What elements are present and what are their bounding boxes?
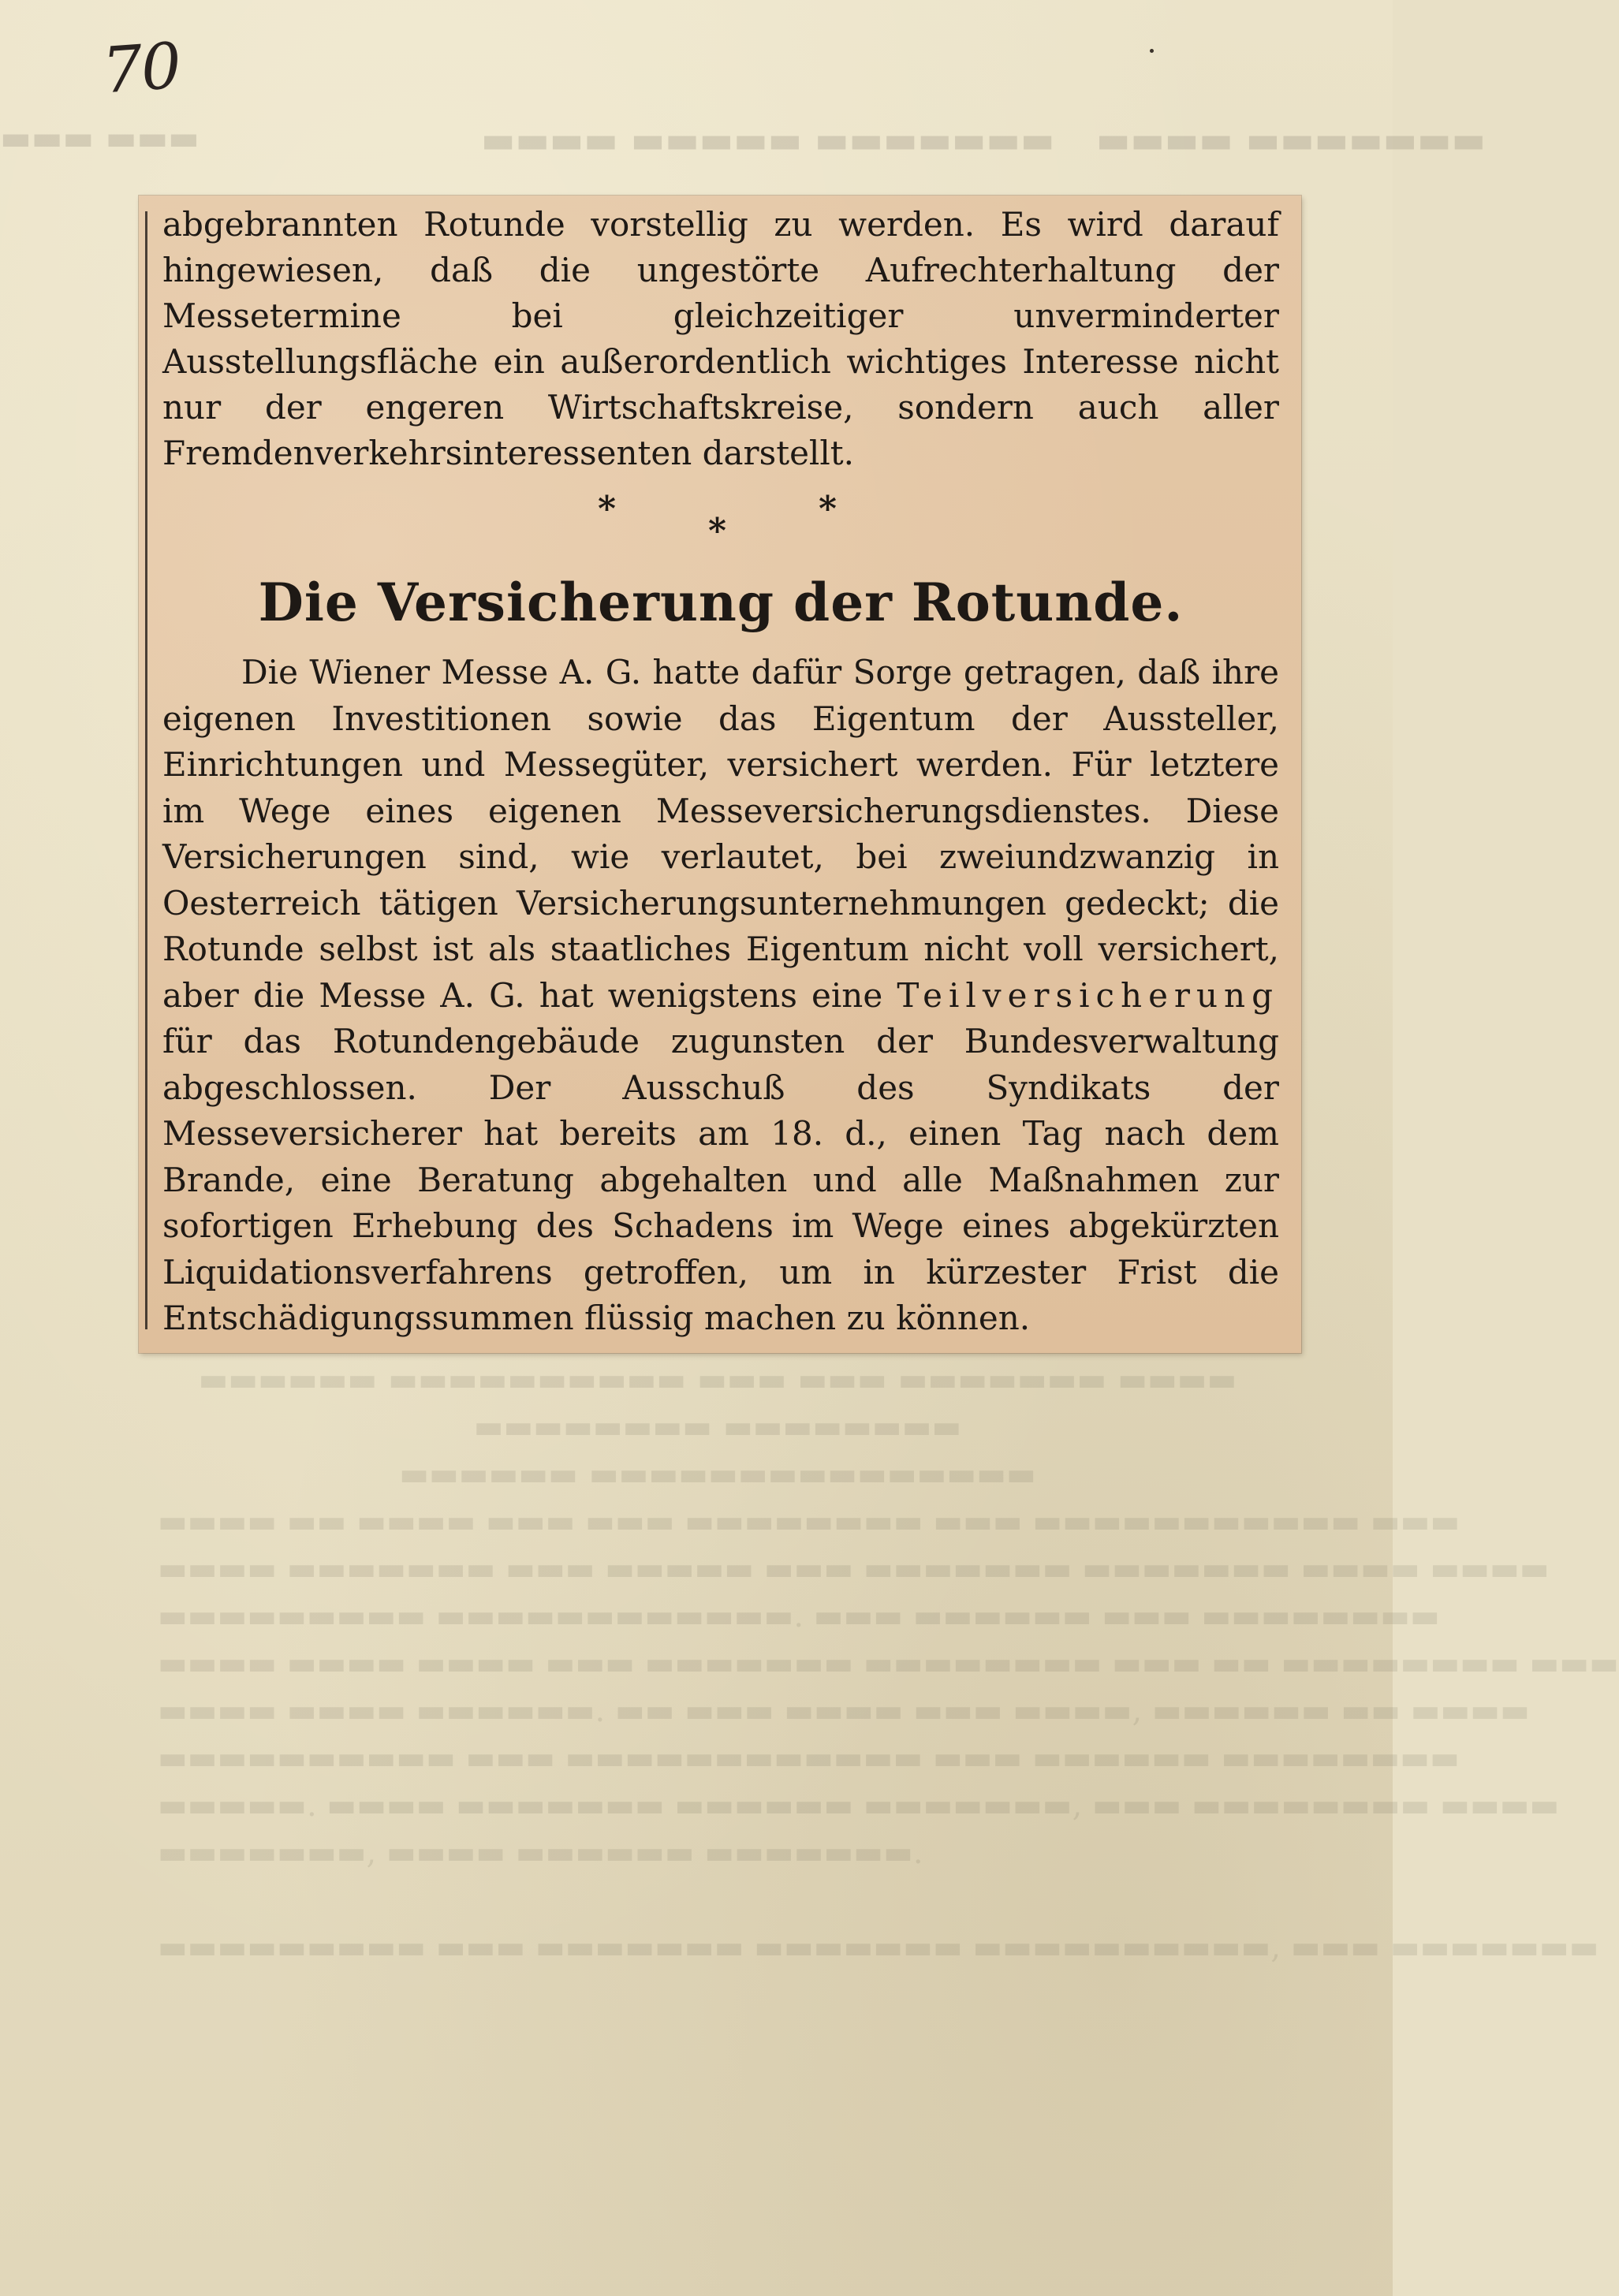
show-through-header-right: ▬▬▬▬ ▬▬▬▬▬▬▬ bbox=[1096, 118, 1487, 161]
body-text-emphasized: Teilversicherung bbox=[897, 975, 1279, 1015]
article-body bbox=[162, 650, 1279, 1342]
section-separator bbox=[162, 489, 1279, 563]
separator-star: * bbox=[708, 511, 727, 551]
continued-paragraph: abgebrannten Rotunde vorstellig zu werden. Es wird darauf hingewiesen, daß die ungestörte Aufrechterhaltung der Messetermine bei gleichzeitiger unverminderter Ausstellungsfläche ein außerordentlich wichtiges Interesse nicht nur der engeren Wirtschaftskreise, sondern auch aller Fremdenverkehrsinteressenten darstellt. bbox=[162, 205, 1279, 472]
show-through-text: ▬▬▬▬▬▬ ▬▬▬▬▬▬▬▬▬▬ ▬▬▬ ▬▬▬ ▬▬▬▬▬▬▬ ▬▬▬▬ ▬▬▬▬▬▬▬▬ ▬▬▬▬▬▬▬▬ ▬▬▬▬▬▬ ▬▬▬▬▬▬▬▬▬▬▬▬▬▬▬ ▬▬▬▬ ▬▬ ▬▬▬▬ ▬▬▬ ▬▬▬ ▬▬▬▬▬▬▬▬ ▬▬▬ ▬▬▬▬▬▬▬▬▬▬▬ ▬▬▬ ▬▬▬▬ ▬▬▬▬▬▬▬ ▬▬▬ ▬▬▬▬▬ ▬▬▬ ▬▬▬▬▬▬▬ ▬▬▬▬▬▬▬ ▬▬▬▬ ▬▬▬▬ ▬▬▬▬▬▬▬▬▬ ▬▬▬▬▬▬▬▬▬▬▬▬. ▬▬▬ ▬▬▬▬▬▬ ▬▬▬ ▬▬▬▬▬▬▬▬ ▬▬▬▬ ▬▬▬▬ ▬▬▬▬ ▬▬▬ ▬▬▬▬▬▬▬ ▬▬▬▬▬▬▬▬ ▬▬▬ ▬▬ ▬▬▬▬▬▬▬▬ ▬▬▬ ▬▬▬▬ ▬▬▬▬ ▬▬▬▬▬▬. ▬▬ ▬▬▬ ▬▬▬▬ ▬▬▬ ▬▬▬▬, ▬▬▬▬▬▬ ▬▬ ▬▬▬▬ ▬▬▬▬▬▬▬▬▬▬ ▬▬▬ ▬▬▬▬▬▬▬▬▬▬▬▬ ▬▬▬ ▬▬▬▬▬▬ ▬▬▬▬▬▬▬▬ ▬▬▬▬▬. ▬▬▬▬ ▬▬▬▬▬▬▬ ▬▬▬▬▬▬ ▬▬▬▬▬▬▬, ▬▬▬ ▬▬▬▬▬▬▬▬ ▬▬▬▬ ▬▬▬▬▬▬▬, ▬▬▬▬ ▬▬▬▬▬▬ ▬▬▬▬▬▬▬. ▬▬▬▬▬▬▬▬▬ ▬▬▬ ▬▬▬▬▬▬▬ ▬▬▬▬▬▬▬ ▬▬▬▬▬▬▬▬▬▬, ▬▬▬ ▬▬▬▬▬▬▬ bbox=[158, 1361, 1619, 1966]
separator-star: * bbox=[819, 489, 837, 529]
ink-dot bbox=[1150, 49, 1154, 53]
body-text-part-1: Die Wiener Messe A. G. hatte dafür Sorge getragen, daß ihre eigenen Investitionen sowie das Eigentum der Aussteller, Einrichtungen und Messegüter, versichert werden. Für letztere im Wege eines eigenen Messeversicherungsdienstes. Diese Versicherungen sind, wie verlautet, bei zweiundzwanzig in Oesterreich tätigen Versicherungsunternehmungen gedeckt; die Rotunde selbst ist als staatliches Eigentum nicht voll versichert, aber die Messe A. G. hat wenigstens eine bbox=[162, 653, 1279, 1015]
show-through-header-left: ▬▬▬ ▬▬▬ bbox=[0, 118, 200, 157]
separator-star: * bbox=[598, 489, 617, 529]
article-headline: Die Versicherung der Rotunde. bbox=[258, 572, 1184, 633]
article bbox=[162, 196, 1279, 1342]
show-through-header-center: ▬▬▬▬ ▬▬▬▬▬ ▬▬▬▬▬▬▬ bbox=[481, 118, 1055, 161]
body-text-part-2: für das Rotundengebäude zugunsten der Bundesverwaltung abgeschlossen. Der Ausschuß des Syndikats der Messeversicherer hat bereits am 18. d., einen Tag nach dem Brande, eine Beratung abgehalten und alle Maßnahmen zur sofortigen Erhebung des Schadens im Wege eines abgekürzten Liquidationsverfahrens getroffen, um in kürzester Frist die Entschädigungssummen flüssig machen zu können. bbox=[162, 1022, 1279, 1337]
newspaper-clipping bbox=[139, 196, 1301, 1353]
page-number: 70 bbox=[99, 28, 182, 108]
